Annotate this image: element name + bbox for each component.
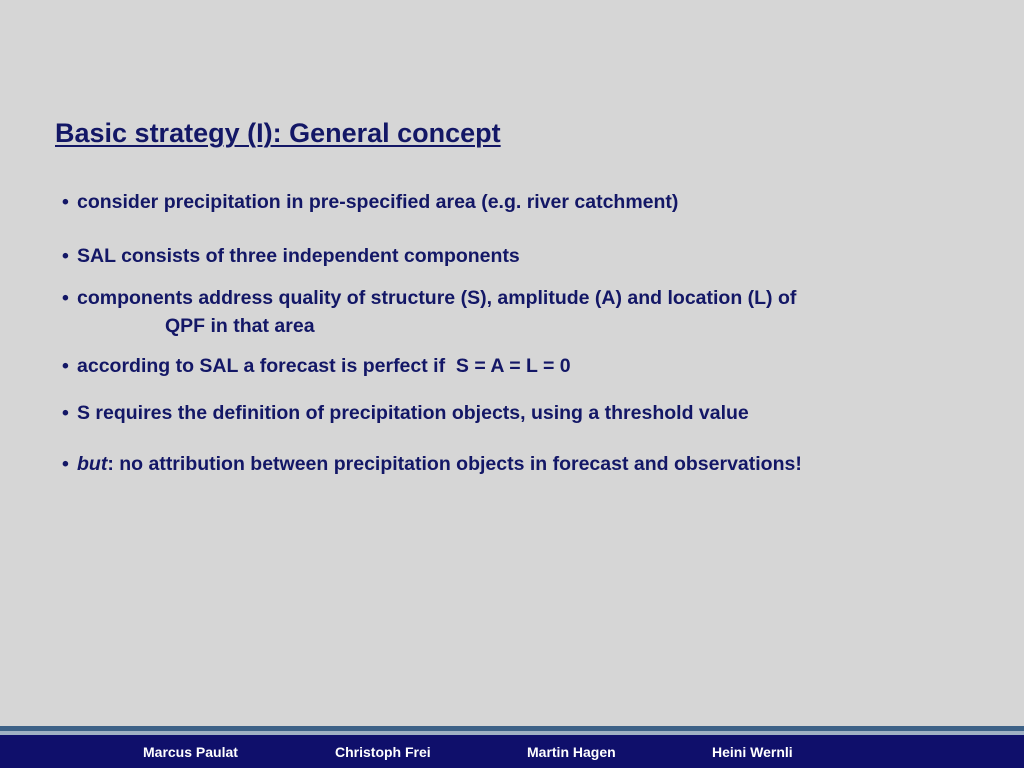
bullet-text: consider precipitation in pre-specified area (e.g. river catchment) <box>77 191 679 213</box>
bullet-text: according to SAL a forecast is perfect if S = A = L = 0 <box>77 355 571 377</box>
bullet-continuation-text: QPF in that area <box>165 315 315 337</box>
bullet-text: components address quality of structure (S), amplitude (A) and location (L) of <box>77 287 797 309</box>
bullet-item <box>62 242 520 270</box>
bullet-marker: • <box>62 191 69 213</box>
footer-author: Heini Wernli <box>712 744 793 760</box>
footer-author: Marcus Paulat <box>143 744 238 760</box>
bullet-marker: • <box>62 287 69 309</box>
slide-title: Basic strategy (I): General concept <box>55 118 501 148</box>
bullet-item <box>62 188 678 216</box>
bullet-marker: • <box>62 402 69 424</box>
bullet-marker: • <box>62 355 69 377</box>
bullet-text: S requires the definition of precipitation objects, using a threshold value <box>77 402 749 424</box>
footer-author: Martin Hagen <box>527 744 616 760</box>
bullet-text: SAL consists of three independent components <box>77 245 520 267</box>
bullet-item <box>62 284 796 340</box>
bullet-marker: • <box>62 453 69 475</box>
bullet-marker: • <box>62 245 69 267</box>
bullet-item <box>62 399 749 427</box>
bullet-emphasis: but <box>77 453 108 475</box>
footer-author: Christoph Frei <box>335 744 431 760</box>
bullet-item <box>62 352 571 380</box>
bullet-text: : no attribution between precipitation objects in forecast and observations! <box>107 453 802 475</box>
bullet-item <box>62 450 802 478</box>
